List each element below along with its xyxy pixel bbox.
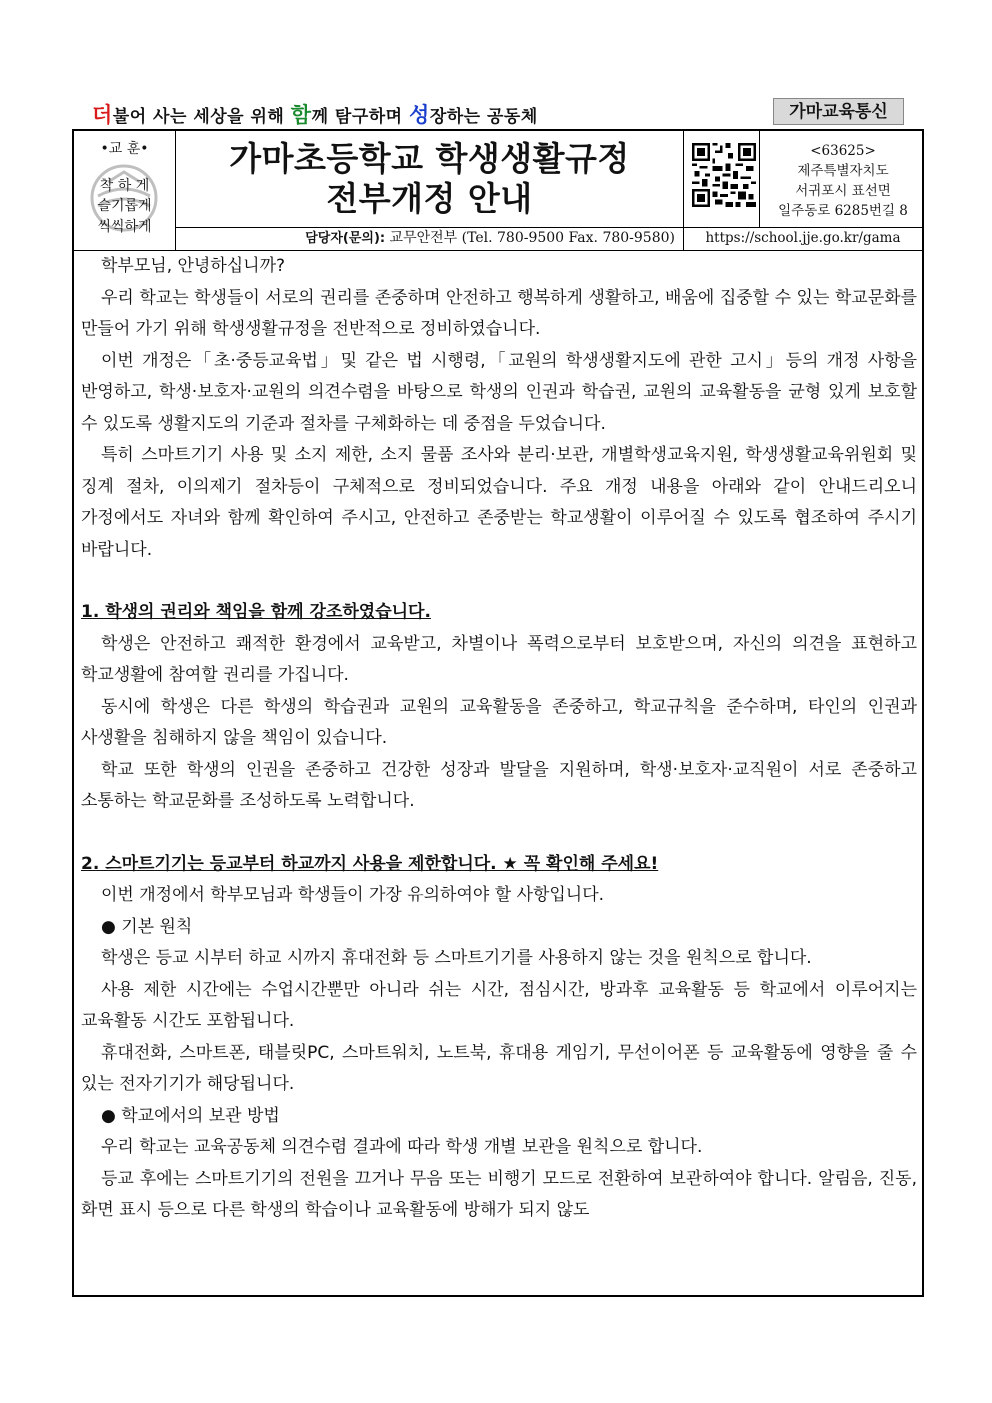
- title-line-1: 가마초등학교 학생생활규정: [229, 139, 630, 178]
- slogan-highlight-1: 더: [92, 103, 113, 127]
- paragraph: 휴대전화, 스마트폰, 태블릿PC, 스마트워치, 노트북, 휴대용 게임기, 무선이어폰 등 교육활동에 영향을 줄 수 있는 전자기기가 해당됩니다.: [81, 1042, 917, 1094]
- section-heading: 1. 학생의 권리와 책임을 함께 강조하였습니다.: [81, 602, 431, 622]
- qr-code-icon[interactable]: [692, 143, 756, 207]
- paragraph: 이번 개정은「초·중등교육법」및 같은 법 시행령,「교원의 학생생활지도에 관한 고시」등의 개정 사항을 반영하고, 학생·보호자·교원의 의견수렴을 바탕으로 학생의 인권과 학습권, 교원의 교육활동을 균형 있게 보호할 수 있도록 생활지도의 기준과 절차를 구체화하는 데 중점을 두었습니다.: [81, 350, 917, 434]
- paragraph: 특히 스마트기기 사용 및 소지 제한, 소지 물품 조사와 분리·보관, 개별학생교육지원, 학생생활교육위원회 및 징계 절차, 이의제기 절차등이 구체적으로 정비되었습니다. 주요 개정 내용을 아래와 같이 안내드리오니 가정에서도 자녀와 함께 확인하여 주시고, 안전하고 존중받는 학교생활이 이루어질 수 있도록 협조하여 주시기 바랍니다.: [81, 445, 917, 560]
- address-line: 제주특별자치도: [797, 163, 889, 179]
- contact-info: [176, 227, 681, 250]
- greeting: 학부모님, 안녕하십니까?: [101, 256, 286, 276]
- motto-line: 씩씩하게: [97, 219, 152, 235]
- paragraph: 동시에 학생은 다른 학생의 학습권과 교원의 교육활동을 존중하고, 학교규칙을 준수하며, 타인의 인권과 사생활을 침해하지 않을 책임이 있습니다.: [81, 696, 917, 748]
- document-body: [81, 251, 917, 1227]
- paragraph: 우리 학교는 교육공동체 의견수렴 결과에 따라 학생 개별 보관을 원칙으로 합니다.: [101, 1137, 703, 1157]
- document-sheet: [72, 129, 924, 1297]
- slogan-part-3: 장하는 공동체: [429, 107, 538, 127]
- slogan-part-1: 불어 사는 세상을 위해: [112, 107, 291, 127]
- postal-code: <63625>: [810, 143, 876, 159]
- document-header: [74, 131, 922, 251]
- paragraph: 학생은 등교 시부터 하교 시까지 휴대전화 등 스마트기기를 사용하지 않는 것을 원칙으로 합니다.: [101, 948, 812, 968]
- motto-title: •교 훈•: [100, 141, 149, 157]
- school-motto-box: [74, 131, 175, 250]
- slogan-part-2: 께 탐구하며: [311, 107, 410, 127]
- address-line: 서귀포시 표선면: [795, 183, 891, 199]
- paragraph: 우리 학교는 학생들이 서로의 권리를 존중하며 안전하고 행복하게 생활하고, 배움에 집중할 수 있는 학교문화를 만들어 가기 위해 학생생활규정을 전반적으로 정비하였습니다.: [81, 287, 917, 339]
- document-title: [176, 131, 683, 227]
- contact-label: 담당자(문의):: [305, 231, 386, 246]
- bullet-heading: ● 기본 원칙: [101, 916, 193, 937]
- school-address: [764, 141, 922, 221]
- paragraph: 학교 또한 학생의 인권을 존중하고 건강한 성장과 발달을 지원하며, 학생·보호자·교직원이 서로 존중하고 소통하는 학교문화를 조성하도록 노력합니다.: [81, 759, 917, 811]
- contact-details: 교무안전부 (Tel. 780-9500 Fax. 780-9580): [385, 230, 675, 246]
- motto-line: 슬기롭게: [97, 198, 152, 214]
- title-line-2: 전부개정 안내: [326, 179, 533, 218]
- section-heading: 2. 스마트기기는 등교부터 하교까지 사용을 제한합니다. ★ 꼭 확인해 주세요!: [81, 853, 659, 874]
- school-slogan: [92, 99, 538, 129]
- paragraph: 사용 제한 시간에는 수업시간뿐만 아니라 쉬는 시간, 점심시간, 방과후 교육활동 등 학교에서 이루어지는 교육활동 시간도 포함됩니다.: [81, 979, 917, 1031]
- paragraph: 학생은 안전하고 쾌적한 환경에서 교육받고, 차별이나 폭력으로부터 보호받으며, 자신의 의견을 표현하고 학교생활에 참여할 권리를 가집니다.: [81, 633, 917, 685]
- paragraph: 등교 후에는 스마트기기의 전원을 끄거나 무음 또는 비행기 모드로 전환하여 보관하여야 합니다. 알림음, 진동, 화면 표시 등으로 다른 학생의 학습이나 교육활동에 방해가 되지 않도: [81, 1168, 917, 1220]
- slogan-highlight-3: 성: [409, 103, 430, 127]
- address-line: 일주동로 6285번길 8: [778, 203, 908, 219]
- school-website-link[interactable]: https://school.jje.go.kr/gama: [705, 230, 901, 246]
- newsletter-badge: 가마교육통신: [773, 98, 904, 125]
- paragraph: 이번 개정에서 학부모님과 학생들이 가장 유의하여야 할 사항입니다.: [101, 885, 605, 905]
- slogan-highlight-2: 함: [290, 103, 312, 127]
- bullet-heading: ● 학교에서의 보관 방법: [101, 1105, 280, 1126]
- motto-line: 착 하 게: [99, 178, 150, 194]
